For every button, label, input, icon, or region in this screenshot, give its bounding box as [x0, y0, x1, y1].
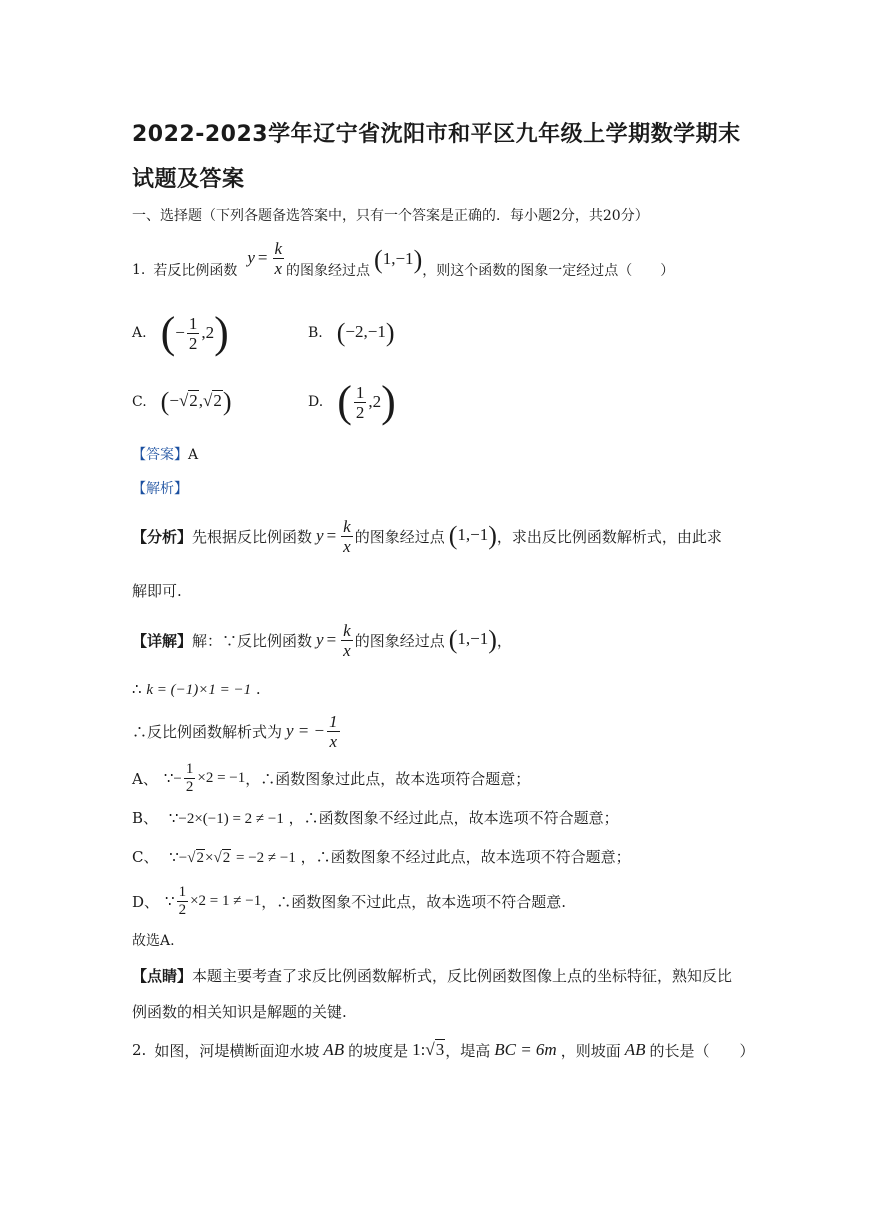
- comment-line1: 【点睛】本题主要考查了求反比例函数解析式，反比例函数图像上点的坐标特征，熟知反比: [132, 967, 733, 985]
- section-heading: 一、选择题（下列各题备选答案中，只有一个答案是正确的．每小题2分，共20分）: [132, 208, 649, 224]
- fenxi-line1: 【分析】 先根据反比例函数 y = $\frac{k}{x}$ 的图象经过点 (1,−1) ，求出反比例函数解析式，由此求: [132, 516, 722, 556]
- choice-line: 故选A.: [132, 933, 175, 949]
- document-title-line2: 试题及答案: [132, 167, 245, 192]
- analysis-tag: 【解析】: [132, 481, 188, 497]
- check-option-d: D、 ∵ $\frac{1}{2}$ ×2 = 1 ≠ −1 ，∴函数图象不过此点，故本选项不符合题意.: [132, 883, 566, 918]
- question-2-number: 2.: [132, 1041, 147, 1059]
- option-c: C. (−√2,√2): [132, 387, 232, 416]
- option-b: B. (−2,−1): [308, 318, 395, 347]
- document-title-line1: 2022-2023学年辽宁省沈阳市和平区九年级上学期数学期末: [132, 122, 741, 147]
- point-1-neg1: (1,−1): [374, 245, 423, 274]
- answer-line: 【答案】A: [132, 447, 199, 463]
- fraction-k-over-x: $\frac{k}{x}$: [274, 238, 283, 278]
- option-d: D. ( $\frac{1}{2}$ ,2 ): [308, 377, 396, 426]
- check-option-b: B、 ∵−2×(−1) = 2 ≠ −1 ，∴函数图象不经过此点，故本选项不符合题意；: [132, 809, 619, 827]
- step-k: ∴ k = (−1)×1 = −1 .: [132, 680, 261, 698]
- comment-line2: 例函数的相关知识是解题的关键.: [132, 1003, 347, 1021]
- option-a: A. ( − $\frac{1}{2}$ ,2 ): [132, 308, 229, 357]
- step-function: ∴反比例函数解析式为 y = − $\frac{1}{x}$: [132, 711, 338, 751]
- fenxi-line2: 解即可.: [132, 582, 182, 600]
- check-option-a: A、 ∵− $\frac{1}{2}$ ×2 = −1 ，∴函数图象过此点，故本选项符合题意；: [132, 760, 531, 795]
- question-2-stem: 2. 如图，河堤横断面迎水坡 AB 的坡度是 1: √3 ，堤高 BC = 6m ，则坡面 AB 的长是（ ）: [132, 1040, 755, 1060]
- detail-line1: 【详解】 解：∵反比例函数 y = $\frac{k}{x}$ 的图象经过点 (1,−1) ，: [132, 620, 512, 660]
- question-1-stem: 1. 若反比例函数 y = $\frac{k}{x}$ 的图象经过点 (1,−1) ，则这个函数的图象一定经过点（ ）: [132, 238, 675, 279]
- question-1-number: 1.: [132, 262, 146, 278]
- check-option-c: C、 ∵−√2×√2 = −2 ≠ −1 ，∴函数图象不经过此点，故本选项不符合题意；: [132, 848, 631, 866]
- answer-value: A: [188, 447, 199, 463]
